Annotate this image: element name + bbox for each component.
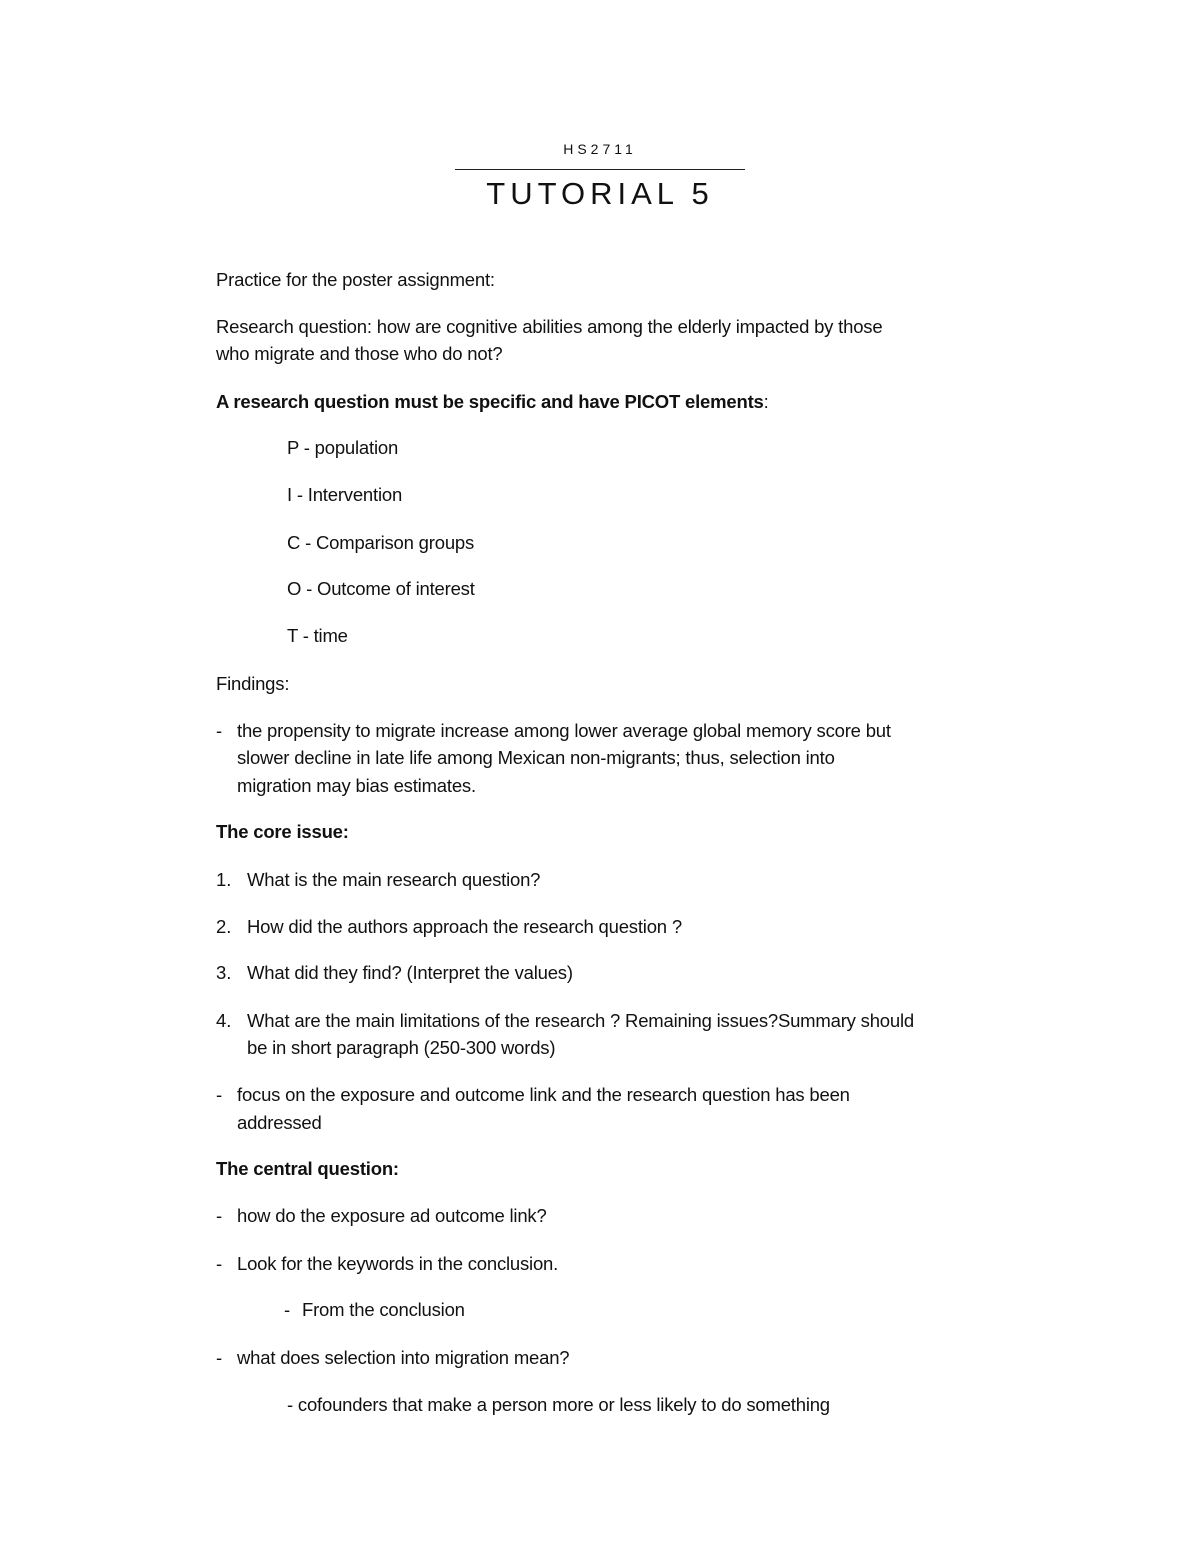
central-question-bullet-1: -: [216, 1205, 223, 1226]
central-question-bullet-3: -: [284, 1299, 291, 1320]
findings-heading: Findings:: [216, 673, 290, 694]
core-issue-num-1: 1.: [216, 869, 232, 890]
picot-item-c: C - Comparison groups: [287, 532, 475, 553]
findings-line-3: migration may bias estimates.: [237, 775, 476, 796]
picot-heading-bold: A research question must be specific and have PICOT elements: [216, 391, 764, 412]
picot-heading-colon: :: [763, 391, 769, 412]
picot-item-i: I - Intervention: [287, 484, 403, 505]
core-issue-note-line-2: addressed: [237, 1112, 322, 1133]
core-issue-num-2: 2.: [216, 916, 232, 937]
core-issue-item-4-line-1: What are the main limitations of the research ? Remaining issues?Summary should: [247, 1010, 914, 1031]
picot-item-p: P - population: [287, 437, 399, 458]
core-issue-num-4: 4.: [216, 1010, 232, 1031]
findings-line-2: slower decline in late life among Mexican non-migrants; thus, selection into: [237, 747, 835, 768]
central-question-item-4: what does selection into migration mean?: [237, 1347, 570, 1368]
findings-bullet: -: [216, 720, 223, 741]
core-issue-item-4-line-2: be in short paragraph (250-300 words): [247, 1037, 556, 1058]
central-question-item-3: From the conclusion: [302, 1299, 465, 1320]
page-title: TUTORIAL 5: [486, 176, 714, 211]
header-divider: [455, 169, 745, 170]
central-question-item-1: how do the exposure ad outcome link?: [237, 1205, 547, 1226]
course-code: HS2711: [563, 141, 637, 157]
research-question-line-2: who migrate and those who do not?: [216, 343, 503, 364]
central-question-bullet-2: -: [216, 1253, 223, 1274]
picot-item-o: O - Outcome of interest: [287, 578, 475, 599]
central-question-item-2: Look for the keywords in the conclusion.: [237, 1253, 559, 1274]
intro-text: Practice for the poster assignment:: [216, 269, 495, 290]
core-issue-item-3: What did they find? (Interpret the values): [247, 962, 573, 983]
central-question-bullet-4: -: [216, 1347, 223, 1368]
core-issue-item-2: How did the authors approach the research question ?: [247, 916, 682, 937]
picot-item-t: T - time: [287, 625, 348, 646]
central-question-heading: The central question:: [216, 1158, 399, 1179]
research-question-line-1: Research question: how are cognitive abilities among the elderly impacted by those: [216, 316, 883, 337]
core-issue-note-line-1: focus on the exposure and outcome link and the research question has been: [237, 1084, 850, 1105]
core-issue-note-bullet: -: [216, 1084, 223, 1105]
core-issue-heading: The core issue:: [216, 821, 349, 842]
central-question-final-line: - cofounders that make a person more or less likely to do something: [287, 1394, 830, 1415]
picot-heading: [216, 391, 769, 413]
findings-line-1: the propensity to migrate increase among lower average global memory score but: [237, 720, 891, 741]
core-issue-num-3: 3.: [216, 962, 232, 983]
core-issue-item-1: What is the main research question?: [247, 869, 541, 890]
